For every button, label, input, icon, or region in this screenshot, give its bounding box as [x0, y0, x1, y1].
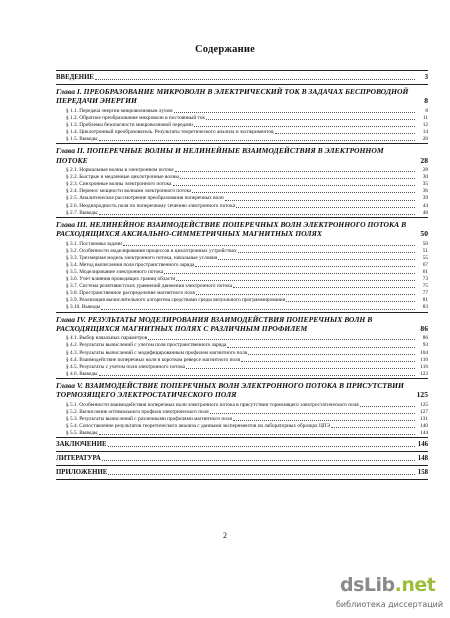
chapter-heading: Глава I. ПРЕОБРАЗОВАНИЕ МИКРОВОЛН В ЭЛЕКТРИЧЕСКИЙ ТОК В ЗАДАЧАХ БЕСПРОВОДНОЙ ПЕРЕДАЧИ ЭНЕРГИИ — [56, 87, 409, 106]
toc-section[interactable] — [56, 255, 428, 262]
section-label: § 3.3. Трехмерная модель электронного потока, начальные условия — [66, 254, 218, 261]
toc-section[interactable] — [56, 136, 428, 143]
leader-dots — [173, 185, 415, 186]
watermark-logo — [340, 574, 435, 596]
section-page: 144 — [420, 430, 428, 437]
leader-dots — [238, 252, 415, 253]
toc-section[interactable] — [56, 304, 428, 311]
toc-chapter-2[interactable] — [56, 144, 428, 167]
leader-dots — [225, 200, 415, 201]
section-page: 50 — [422, 240, 428, 247]
section-page: 55 — [422, 254, 428, 261]
section-page: 131 — [420, 415, 428, 422]
toc-conclusion-label: ЗАКЛЮЧЕНИЕ — [56, 441, 107, 449]
toc-chapter-3[interactable] — [56, 218, 428, 241]
chapter-heading: Глава V. ВЗАИМОДЕЙСТВИЕ ПОПЕРЕЧНЫХ ВОЛН ЭЛЕКТРОННОГО ПОТОКА В ПРИСУТСТВИИ ТОРМОЗЯЩЕГО ЭЛЕКТРОСТАТИЧЕСКОГО ПОЛЯ — [56, 380, 404, 400]
toc-section[interactable] — [56, 416, 428, 423]
toc-literature[interactable] — [56, 452, 428, 465]
toc-appendix[interactable] — [56, 466, 428, 479]
toc-section[interactable] — [56, 181, 428, 188]
section-page: 83 — [422, 304, 428, 311]
section-page: 140 — [420, 422, 428, 429]
chapter-page: 28 — [420, 155, 428, 165]
section-label: § 2.2. Быстрые и медленные циклотронные волны — [66, 174, 179, 181]
toc-literature-page: 148 — [417, 455, 428, 463]
section-label: § 3.1. Постановка задачи — [66, 240, 122, 247]
divider — [56, 479, 428, 480]
page-title: Содержание — [195, 44, 255, 55]
leader-dots — [236, 207, 415, 208]
leader-dots — [186, 368, 415, 369]
leader-dots — [248, 354, 415, 355]
toc-intro-page: 3 — [424, 74, 428, 81]
toc-section[interactable] — [56, 350, 428, 357]
toc-section[interactable] — [56, 210, 428, 217]
leader-dots — [331, 427, 415, 428]
leader-dots — [99, 434, 415, 435]
leader-dots — [176, 280, 415, 281]
leader-dots — [206, 119, 415, 120]
toc-section[interactable] — [56, 195, 428, 202]
section-label: § 4.3. Результаты вычислений с модифицированным профилем магнитного поля — [66, 349, 248, 356]
toc-section[interactable] — [56, 364, 428, 371]
toc-section[interactable] — [56, 371, 428, 378]
toc-conclusion[interactable] — [56, 438, 428, 451]
leader-dots — [241, 361, 415, 362]
section-label: § 5.3. Результаты вычислений с различными профилями магнитного поля — [66, 415, 232, 422]
section-page: 48 — [422, 209, 428, 216]
leader-dots — [360, 406, 415, 407]
chapter-page-wrap — [416, 96, 428, 105]
section-page: 127 — [420, 408, 428, 415]
chapter-heading-wrap — [56, 315, 428, 334]
chapter-page: 125 — [416, 390, 428, 400]
leader-dots — [99, 140, 415, 141]
chapter-page-wrap — [416, 156, 428, 165]
section-page: 104 — [420, 349, 428, 356]
leader-dots — [102, 460, 415, 461]
toc-chapter-5[interactable] — [56, 379, 428, 402]
section-label: § 3.4. Метод вычисления поля пространственного заряда — [66, 261, 195, 268]
section-page: 51 — [422, 247, 428, 254]
leader-dots — [192, 192, 415, 193]
section-label: § 4.2. Результаты вычислений с учетом поля пространственного заряда — [66, 342, 227, 349]
section-label: § 5.2. Вычисление оптимального профиля электрического поля — [66, 408, 209, 415]
page-number: 2 — [223, 531, 227, 540]
section-label: § 5.5. Выводы — [66, 430, 98, 437]
section-label: § 2.6. Неоднородность поля по поперечному сечению электронного потока — [66, 202, 235, 209]
leader-dots — [99, 375, 415, 376]
chapter-heading-wrap — [56, 87, 428, 106]
toc-section[interactable] — [56, 357, 428, 364]
toc-section[interactable] — [56, 335, 428, 342]
section-page: 77 — [422, 290, 428, 297]
section-page: 26 — [422, 136, 428, 143]
section-label: § 1.1. Передача энергии микроволновым лучом — [66, 107, 173, 114]
leader-dots — [233, 287, 415, 288]
section-label: § 2.7. Выводы — [66, 209, 98, 216]
toc-section[interactable] — [56, 115, 428, 122]
leader-dots — [101, 309, 415, 310]
toc-section[interactable] — [56, 122, 428, 129]
chapter-heading: Глава IV. РЕЗУЛЬТАТЫ МОДЕЛИРОВАНИЯ ВЗАИМОДЕЙСТВИЯ ПОПЕРЕЧНЫХ ВОЛН В РАСХОДЯЩИХСЯ МАГНИТНЫХ ПОЛЯХ С РАЗЛИЧНЫМ ПРОФИЛЕМ — [56, 314, 373, 333]
watermark-brand: dsLib — [340, 574, 395, 596]
leader-dots — [286, 301, 415, 302]
chapter-page: 86 — [420, 323, 428, 333]
toc-section[interactable] — [56, 108, 428, 115]
toc-section[interactable] — [56, 402, 428, 409]
section-label: § 4.4. Взаимодействие поперечных волн в коротком реверсе магнитного поля — [66, 356, 241, 363]
section-page: 30 — [422, 174, 428, 181]
chapter-page-wrap — [416, 229, 428, 238]
section-label: § 3.9. Реализация вычислительного алгоритма средствами среды визуального программирования — [66, 297, 286, 304]
toc-chapter-4[interactable] — [56, 313, 428, 336]
leader-dots — [227, 347, 415, 348]
leader-dots — [108, 446, 415, 447]
toc-section[interactable] — [56, 430, 428, 437]
chapter-heading-wrap — [56, 220, 428, 239]
section-page: 28 — [422, 167, 428, 174]
toc-intro[interactable] — [56, 71, 428, 84]
section-page: 8 — [425, 107, 428, 114]
toc-section[interactable] — [56, 276, 428, 283]
leader-dots — [210, 413, 415, 414]
section-page: 86 — [422, 335, 428, 342]
section-page: 36 — [422, 188, 428, 195]
chapter-heading-wrap — [56, 381, 428, 400]
leader-dots — [108, 474, 415, 475]
section-label: § 4.5. Результаты с учетом поля электронного потока — [66, 363, 186, 370]
toc-section[interactable] — [56, 423, 428, 430]
section-label: § 3.2. Особенности моделирования процессов в циклотронных устройствах — [66, 247, 237, 254]
toc-section[interactable] — [56, 269, 428, 276]
toc-section[interactable] — [56, 283, 428, 290]
section-label: § 2.1. Нормальные волны в электронном потоке — [66, 167, 174, 174]
section-page: 123 — [420, 370, 428, 377]
leader-dots — [164, 273, 415, 274]
toc-section[interactable] — [56, 188, 428, 195]
section-label: § 3.10. Выводы — [66, 304, 101, 311]
toc-literature-label: ЛИТЕРАТУРА — [56, 455, 101, 463]
chapter-page: 8 — [424, 96, 428, 106]
section-page: 14 — [422, 129, 428, 136]
chapter-heading: Глава III. НЕЛИНЕЙНОЕ ВЗАИМОДЕЙСТВИЕ ПОПЕРЕЧНЫХ ВОЛН ЭЛЕКТРОННОГО ПОТОКА В РАСХОДЯЩИХСЯ АКСИАЛЬНО-СИММЕТРИЧНЫХ МАГНИТНЫХ ПОЛЯХ — [56, 219, 407, 239]
section-label: § 3.7. Система релятивистских уравнений движения электронного потока — [66, 283, 233, 290]
toc-section[interactable] — [56, 203, 428, 210]
section-page: 116 — [420, 363, 428, 370]
section-label: § 2.5. Аналитическое рассмотрение преобразования поперечных волн — [66, 195, 224, 202]
section-label: § 4.1. Выбор начальных параметров — [66, 335, 148, 342]
watermark-tagline: библиотека диссертаций — [336, 600, 444, 609]
section-label: § 1.2. Обратное преобразование микроволн в постоянный ток — [66, 114, 205, 121]
leader-dots — [233, 420, 415, 421]
toc-chapter-1[interactable] — [56, 85, 428, 108]
section-page: 35 — [422, 181, 428, 188]
toc-section[interactable] — [56, 174, 428, 181]
leader-dots — [123, 245, 415, 246]
section-label: § 2.3. Синхронные волны электронного потока — [66, 181, 172, 188]
toc-appendix-page: 158 — [417, 469, 428, 477]
toc-section[interactable] — [56, 248, 428, 255]
toc-section[interactable] — [56, 241, 428, 248]
chapter-page-wrap — [416, 324, 428, 333]
section-label: § 3.5. Моделирование электронного потока — [66, 268, 164, 275]
section-page: 12 — [422, 122, 428, 128]
chapter-page-wrap — [416, 390, 428, 399]
section-page: 61 — [422, 268, 428, 275]
section-page: 81 — [422, 297, 428, 304]
leader-dots — [99, 214, 415, 215]
leader-dots — [175, 171, 415, 172]
toc-section[interactable] — [56, 409, 428, 416]
toc-section[interactable] — [56, 342, 428, 349]
section-page: 39 — [422, 195, 428, 202]
section-label: § 3.8. Пространственное распределение магнитного поля — [66, 290, 195, 297]
section-label: § 1.3. Проблемы безопасности микроволновой передачи — [66, 122, 193, 128]
section-page: 73 — [422, 276, 428, 283]
watermark-brand-suffix: .net — [394, 574, 436, 596]
leader-dots — [180, 178, 415, 179]
leader-dots — [194, 126, 415, 127]
chapter-heading: Глава II. ПОПЕРЕЧНЫЕ ВОЛНЫ И НЕЛИНЕЙНЫЕ ВЗАИМОДЕЙСТВИЯ В ЭЛЕКТРОННОМ ПОТОКЕ — [56, 146, 384, 165]
toc-conclusion-page: 146 — [417, 441, 428, 449]
section-label: § 5.1. Особенности взаимодействия поперечных волн электронного потока в присутствии тормозящего электростатического поля — [66, 401, 359, 408]
toc-section[interactable] — [56, 167, 428, 174]
leader-dots — [148, 339, 415, 340]
section-page: 110 — [420, 356, 428, 363]
section-label: § 5.4. Сопоставление результатов теоретического анализа с данными экспериментов на лабораторных образцах ЦПЭ — [66, 422, 331, 429]
leader-dots — [196, 294, 415, 295]
section-label: § 1.4. Циклотронный преобразователь. Результаты теоретического анализа и экспериментов — [66, 129, 274, 136]
leader-dots — [195, 266, 415, 267]
leader-dots — [174, 112, 415, 113]
leader-dots — [95, 79, 415, 80]
watermark — [336, 574, 446, 614]
toc-section[interactable] — [56, 290, 428, 297]
leader-dots — [218, 259, 415, 260]
section-label: § 2.4. Перенос мощности волнами электронного потока — [66, 188, 192, 195]
table-of-contents — [56, 70, 428, 480]
section-page: 11 — [422, 114, 428, 121]
toc-section[interactable] — [56, 297, 428, 304]
toc-intro-label: ВВЕДЕНИЕ — [56, 74, 94, 81]
toc-section[interactable] — [56, 262, 428, 269]
toc-section[interactable] — [56, 129, 428, 136]
leader-dots — [275, 133, 415, 134]
section-page: 75 — [422, 283, 428, 290]
chapter-page: 50 — [420, 229, 428, 239]
section-page: 93 — [422, 342, 428, 349]
section-label: § 1.5. Выводы — [66, 136, 98, 143]
chapter-heading-wrap — [56, 146, 428, 165]
section-page: 44 — [422, 202, 428, 209]
toc-appendix-label: ПРИЛОЖЕНИЕ — [56, 469, 108, 477]
section-page: 125 — [420, 401, 428, 408]
section-label: § 4.6. Выводы — [66, 370, 98, 377]
section-page: 67 — [422, 261, 428, 268]
section-label: § 3.6. Учет влияния проводящих границ области — [66, 276, 176, 283]
